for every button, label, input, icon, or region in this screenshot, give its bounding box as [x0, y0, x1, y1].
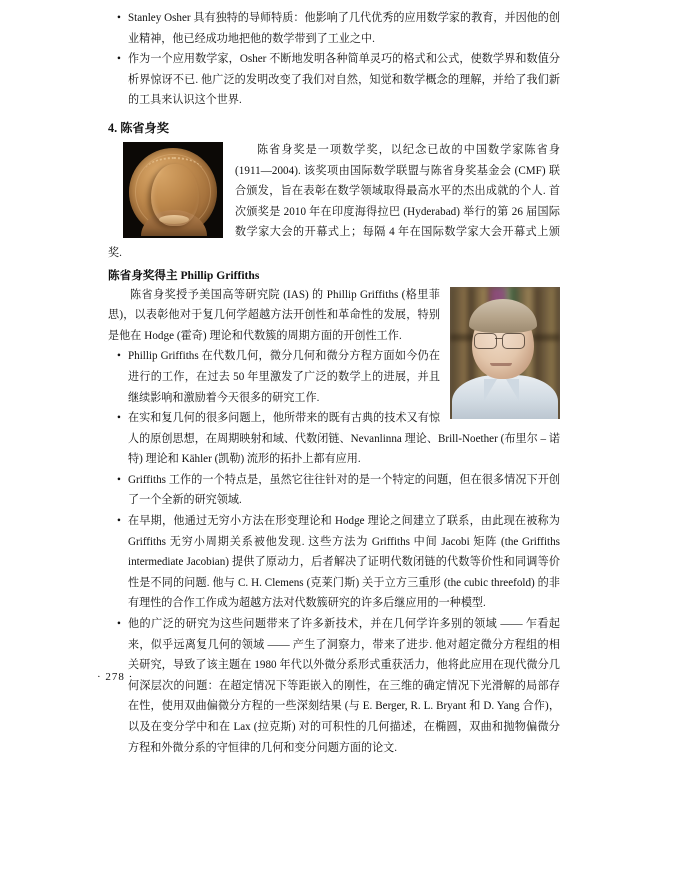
chern-award-intro-paragraph: 陈省身奖是一项数学奖，以纪念已故的中国数学家陈省身 (1911—2004). 该奖项由国际数学联盟与陈省身奖基金会 (CMF) 联合颁发，旨在表彰在数学领域取得最高水平的杰出成就的个人. 首次颁奖是 2010 年在印度海得拉巴 (Hyderabad) 举行的第 26 届国际数学家大会的开幕式上；每隔 4 年在国际数学家大会开幕式上颁奖. [108, 143, 560, 259]
bullet-dot-icon: • [117, 515, 121, 528]
list-item [108, 49, 560, 111]
list-item [108, 408, 560, 470]
bullet-dot-icon: • [117, 12, 121, 24]
list-item-text: Griffiths 工作的一个特点是，虽然它往往针对的是一个特定的问题，但在很多情况下开创了一个全新的研究领域. [128, 473, 560, 507]
bullet-dot-icon: • [117, 412, 121, 425]
chern-medal-image [123, 142, 223, 238]
laureate-bullet-list [108, 346, 560, 758]
list-item-text: Phillip Griffiths 在代数几何，微分几何和微分方程方面如今仍在进行的工作，在过去 50 年里激发了广泛的数学上的进展，并且继续影响和激励着今天很多的研究工作. [128, 350, 440, 404]
portrait-eyeglass-bridge [495, 338, 502, 340]
chern-intro-block [108, 140, 560, 264]
list-item-text: 他的广泛的研究为这些问题带来了许多新技术，并在几何学许多别的领域 —— 乍看起来，似乎远离复几何的领域 —— 产生了洞察力，带来了进步. 他对超定微分方程组的相关研究，导致了该主题在 1980 年代以外微分系形式重获活力，他将此应用在现代微分几何深层次的问题：在超定情况下等距嵌入的刚性，在三维的确定情况下光滑解的局部存在性，使用双曲偏微分方程的一些深刻结果 (与 E. Berger, R. L. Bryant 和 D. Yang 合作)，以及在变分学中和在 Lax (拉克斯) 对的可积性的几何描述，在椭圆，双曲和抛物偏微分方程和外微分系的守恒律的几何和变分问题方面的论文. [128, 618, 560, 754]
section-heading-chern: 4. 陈省身奖 [108, 120, 169, 135]
list-item-text: Stanley Osher 具有独特的导师特质：他影响了几代优秀的应用数学家的教育，并因他的创业精神，他已经成功地把他的数学带到了工业之中. [128, 12, 560, 45]
bullet-dot-icon: • [117, 618, 121, 631]
list-item-text: 在实和复几何的很多问题上，他所带来的既有古典的技术又有惊人的原创思想，在周期映射和域、代数闭链、Nevanlinna 理论、Brill-Noether (布里尔 – 诺特) 理论和 Kähler (凯勒) 流形的拓扑上都有应用. [128, 412, 560, 466]
subsection-heading-laureate: 陈省身奖得主 Phillip Griffiths [108, 268, 260, 282]
bullet-dot-icon: • [117, 473, 121, 486]
bullet-dot-icon: • [117, 350, 121, 363]
list-item [108, 8, 560, 49]
page-content-column [108, 8, 560, 758]
page-number: · 278 · [97, 671, 134, 683]
laureate-intro-paragraph: 陈省身奖授予美国高等研究院 (IAS) 的 Phillip Griffiths (格里菲思)，以表彰他对于复几何学超越方法开创性和革命性的发展，特别是他在 Hodge (霍奇) 理论和代数簇的周期方面的开创性工作. [108, 288, 440, 342]
list-item-text: 作为一个应用数学家，Osher 不断地发明各种简单灵巧的格式和公式，使数学界和数值分析界惊讶不已. 他广泛的发明改变了我们对自然，知觉和数学概念的理解，并给了我们新的工具来认识这个世界. [128, 53, 560, 107]
list-item [108, 470, 560, 511]
list-item [108, 614, 560, 758]
list-item-text: 在早期，他通过无穷小方法在形变理论和 Hodge 理论之间建立了联系，由此现在被称为 Griffiths 无穷小周期关系被他发现. 这些方法为 Griffiths 中间 Jacobi 矩阵 (the Griffiths intermediate Jacobian) 提供了原动力，后者解决了证明代数闭链的代数等价性和同调等价性是不同的问题. 他与 C. H. Clemens (克莱门斯) 关于立方三重形 (the cubic threefold) 的非有理性的合作工作成为超越方法对代数簇研究的许多后继应用的一种模型. [128, 515, 560, 610]
bullet-dot-icon: • [117, 53, 121, 66]
list-item [108, 346, 560, 408]
medal-collar-shape [159, 215, 189, 224]
list-item [108, 511, 560, 614]
osher-bullet-list [108, 8, 560, 111]
medal-disc-shape [129, 148, 217, 236]
